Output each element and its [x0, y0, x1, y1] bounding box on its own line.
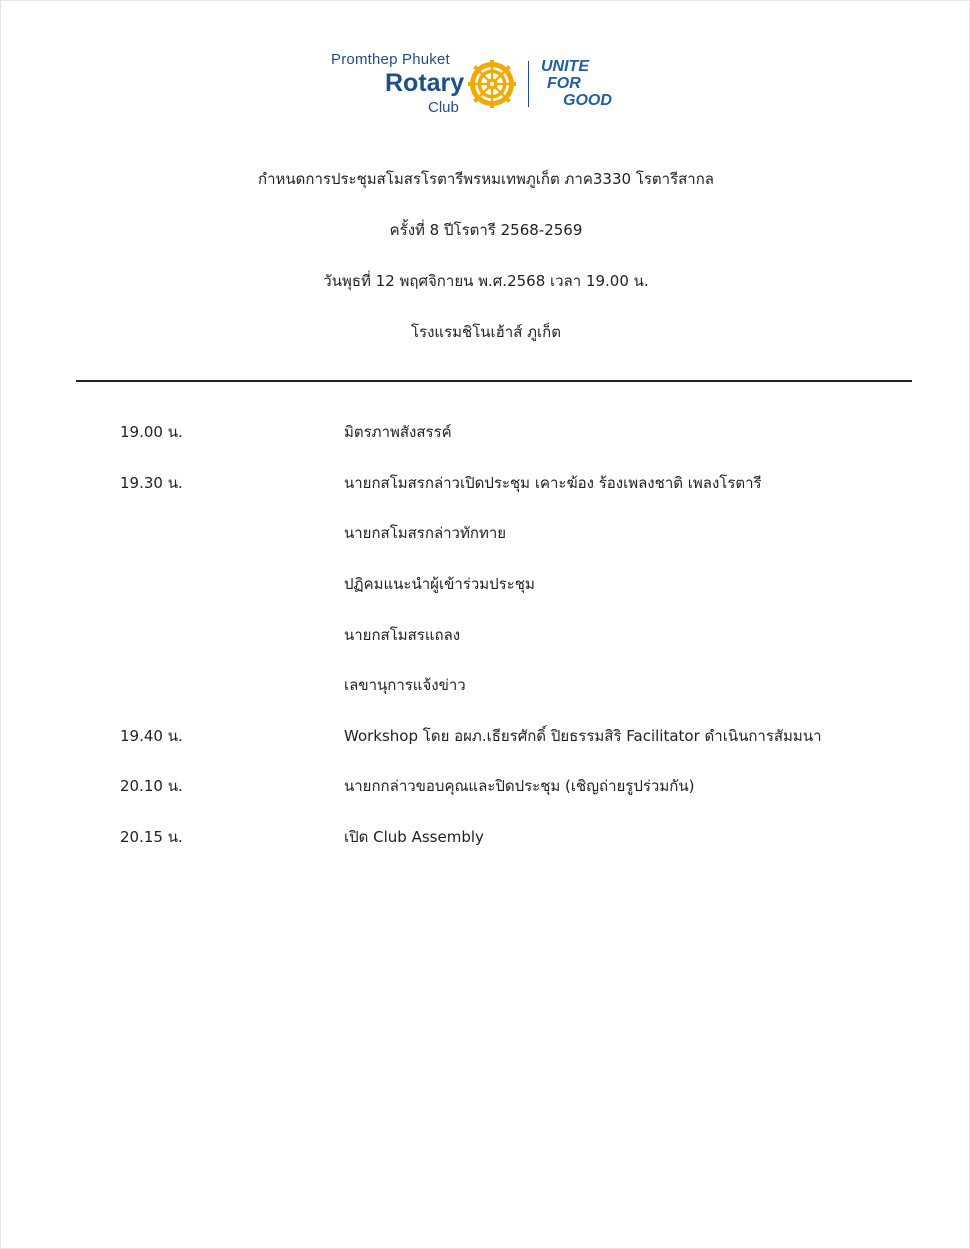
agenda-item: นายกสโมสรแถลง	[344, 626, 461, 644]
agenda-row	[1, 673, 970, 697]
rotary-logo	[331, 49, 631, 119]
logo-divider	[528, 61, 529, 107]
agenda-row	[1, 572, 970, 596]
meeting-venue: โรงแรมชิโนเฮ้าส์ ภูเก็ต	[410, 323, 561, 341]
agenda-item: มิตรภาพสังสรรค์	[344, 423, 452, 441]
agenda-time: 19.00 น.	[120, 423, 183, 441]
agenda-item: เปิด Club Assembly	[344, 828, 484, 846]
agenda-row	[1, 623, 970, 647]
agenda-item: นายกสโมสรกล่าวทักทาย	[344, 524, 507, 542]
logo-club-word: Club	[428, 99, 459, 116]
agenda-row	[1, 521, 970, 545]
header-divider	[76, 380, 912, 382]
slogan-word-2: FOR	[547, 75, 581, 92]
meeting-title: กำหนดการประชุมสโมสรโรตารีพรหมเทพภูเก็ต ภาค3330 โรตารีสากล	[258, 170, 714, 188]
logo-club-name: Promthep Phuket	[331, 51, 450, 68]
agenda-time: 19.30 น.	[120, 474, 183, 492]
logo-rotary-wordmark: Rotary	[385, 69, 465, 97]
agenda-row	[1, 774, 970, 798]
meeting-number: ครั้งที่ 8 ปีโรตารี 2568-2569	[389, 221, 583, 239]
agenda-row	[1, 825, 970, 849]
meeting-date-time: วันพุธที่ 12 พฤศจิกายน พ.ศ.2568 เวลา 19.00 น.	[323, 272, 649, 290]
agenda-item: นายกสโมสรกล่าวเปิดประชุม เคาะฆ้อง ร้องเพลงชาติ เพลงโรตารี	[344, 474, 762, 492]
logo-slogan	[541, 58, 612, 109]
agenda-time: 20.15 น.	[120, 828, 183, 846]
agenda-item: เลขานุการแจ้งข่าว	[344, 676, 466, 694]
agenda-row	[1, 420, 970, 444]
agenda-item: นายกกล่าวขอบคุณและปิดประชุม (เชิญถ่ายรูปร่วมกัน)	[344, 777, 695, 795]
agenda-time: 19.40 น.	[120, 727, 183, 745]
slogan-word-3: GOOD	[563, 92, 612, 109]
rotary-wheel-icon	[467, 59, 517, 109]
agenda-item: ปฏิคมแนะนำผู้เข้าร่วมประชุม	[344, 575, 535, 593]
agenda-row	[1, 724, 970, 748]
agenda-item: Workshop โดย อผภ.เธียรศักดิ์ ปิยธรรมสิริ Facilitator ดำเนินการสัมมนา	[344, 727, 822, 745]
slogan-word-1: UNITE	[541, 58, 589, 75]
agenda-time: 20.10 น.	[120, 777, 183, 795]
agenda-row	[1, 471, 970, 495]
